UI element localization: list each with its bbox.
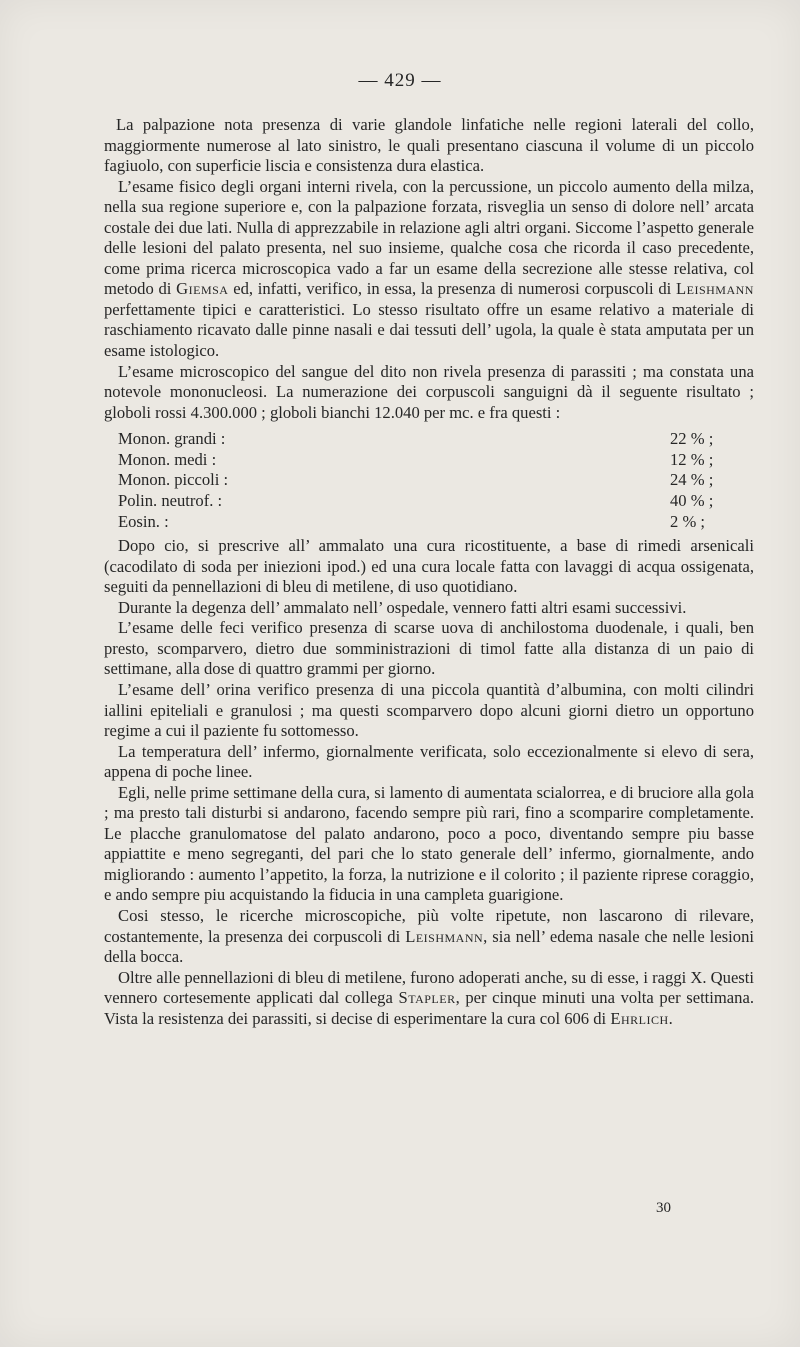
leukocyte-count-list [118,429,754,532]
count-row: Polin. neutrof. : 40 % ; [118,490,714,510]
paragraph-xray: Oltre alle pennellazioni di bleu di metilene, furono adoperati anche, su di esse, i raggi X. Questi vennero cortesemente applicati dal collega Stapler, per cinque minuti una volta per settimana. Vista la resistenza dei parassiti, si decise di esperimentare la cura col 606 di Ehrlich. [104,967,754,1028]
paragraph-urine-exam: L’esame dell’ orina verifico presenza di una piccola quantità d’albumina, con molti cilindri iallini epiteliali e granulosi ; ma questi scomparvero dopo alcuni giorni dietro un opportuno regime a cui il paziente fu sottomesso. [104,680,754,741]
name-stapler: Stapler [398,988,456,1008]
signature-mark: 30 [656,1200,671,1216]
paragraph-glands: La palpazione nota presenza di varie glandole linfatiche nelle regioni laterali del collo, maggiormente numerose al lato sinistro, le quali presentano ciascuna il volume di un piccolo fagiuolo, con superficie liscia e consistenza dura elastica. [104,115,754,176]
name-ehrlich: Ehrlich [610,1008,669,1028]
page-number: — 429 — [358,70,442,91]
body-text [104,115,754,1029]
name-leishmann: Leishmann [676,279,754,299]
count-row: Monon. piccoli : 24 % ; [118,470,714,490]
paragraph-temperature: La temperatura dell’ infermo, giornalmente verificata, solo eccezionalmente si elevo di sera, appena di poche linee. [104,741,754,782]
count-row: Monon. grandi : 22 % ; [118,429,714,449]
paragraph-course: Egli, nelle prime settimane della cura, si lamento di aumentata scialorrea, e di bruciore alla gola ; ma presto tali disturbi si andarono, facendo sempre più rari, fino a scomparire completamente. Le placche granulomatose del palato andarono, poco a poco, diventando sempre piu basse appiattite e meno segreganti, del pari che lo stato generale dell’ infermo, giornalmente, ando migliorando : aumento l’appetito, la forza, la nutrizione e il colorito ; il paziente riprese coraggio, e ando sempre piu acquistando la fiducia in una campleta guarigione. [104,782,754,905]
paragraph-physical-exam: L’esame fisico degli organi interni rivela, con la percussione, un piccolo aumento della milza, nella sua regione superiore e, con la palpazione forzata, risveglia un senso di dolore nell’ arcata costale dei due lati. Nulla di apprezzabile in relazione agli altri organi. Siccome l’aspetto generale delle lesioni del palato presenta, nel suo insieme, qualche cosa che ricorda il caso precedente, come prima ricerca microscopica vado a far un esame della secrezione alle stesse relativa, col metodo di Giemsa ed, infatti, verifico, in essa, la presenza di numerosi corpuscoli di Leishmann perfettamente tipici e caratteristici. Lo stesso risultato offre un esame relativo a materiale di raschiamento ricavato dalle pinne nasali e dai tessuti dell’ ugola, la quale è stata amputata per un esame istologico. [104,176,754,361]
paragraph-blood-exam: L’esame microscopico del sangue del dito non rivela presenza di parassiti ; ma constata una notevole mononucleosi. La numerazione dei corpuscoli sanguigni dà il seguente risultato ; globoli rossi 4.300.000 ; globoli bianchi 12.040 per mc. e fra questi : [104,361,754,422]
paragraph-treatment: Dopo cio, si prescrive all’ ammalato una cura ricostituente, a base di rimedi arsenicali (cacodilato di soda per iniezioni ipod.) ed una cura locale fatta con lavaggi di acqua ossigenata, seguiti da pennellazioni di bleu di metilene, di uso quotidiano. [104,536,754,597]
name-leishmann: Leishmann [405,926,484,946]
paragraph-further-exams: Durante la degenza dell’ ammalato nell’ ospedale, vennero fatti altri esami successivi. [118,597,687,617]
paragraph-microscopic-results: Cosi stesso, le ricerche microscopiche, più volte ripetute, non lascarono di rilevare, costantemente, la presenza dei corpuscoli di Leishmann, sia nell’ edema nasale che nelle lesioni della bocca. [104,906,754,967]
name-giemsa: Giemsa [176,279,229,299]
paragraph-feces-exam: L’esame delle feci verifico presenza di scarse uova di anchilostoma duodenale, i quali, ben presto, scomparvero, dietro due somministrazioni di timol fatte alla distanza di un paio di settimane, alla dose di quattro grammi per giorno. [104,618,754,679]
count-row: Monon. medi : 12 % ; [118,449,714,469]
count-row: Eosin. : 2 % ; [118,511,706,531]
